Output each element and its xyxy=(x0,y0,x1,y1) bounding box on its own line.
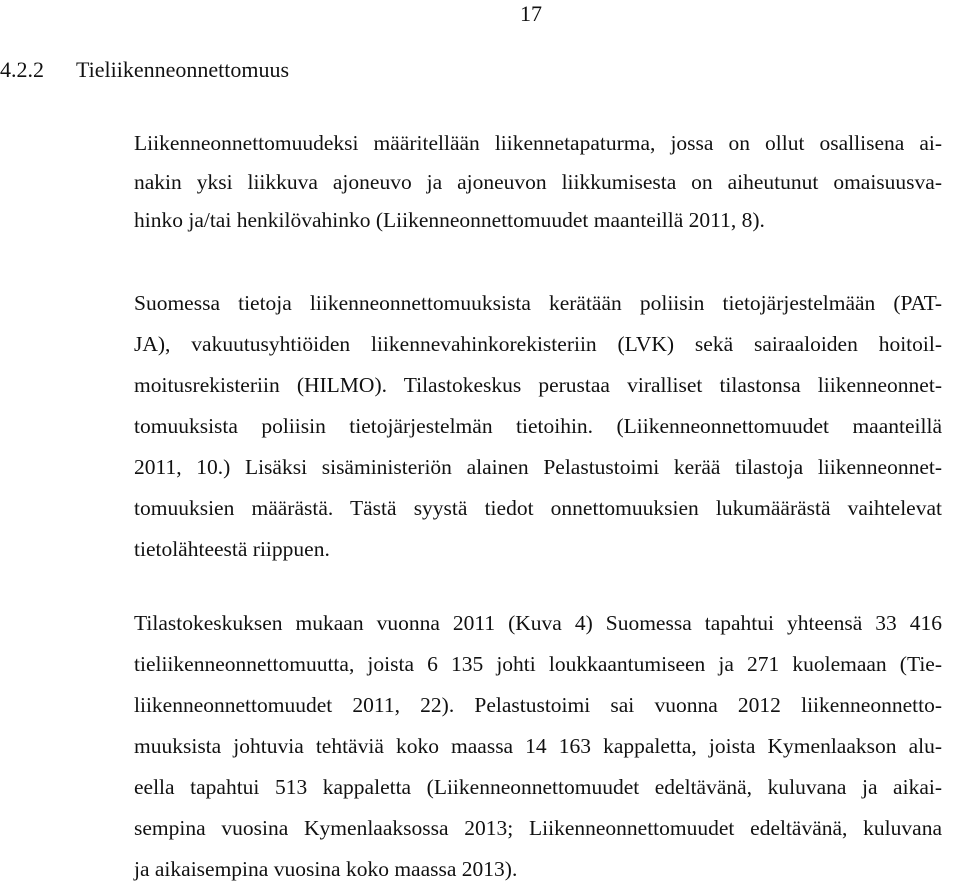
paragraph-definition xyxy=(134,124,942,240)
paragraph-line: tomuuksien määrästä. Tästä syystä tiedot onnettomuuksien lukumäärästä vaihtelevat xyxy=(134,496,942,520)
paragraph-line: tomuuksista poliisin tietojärjestelmän tietoihin. (Liikenneonnettomuudet maanteillä xyxy=(134,414,942,438)
paragraph-line: muuksista johtuvia tehtäviä koko maassa 14 163 kappaletta, joista Kymenlaakson alu- xyxy=(134,734,942,758)
paragraph-line: sempina vuosina Kymenlaaksossa 2013; Liikenneonnettomuudet edeltävänä, kuluvana xyxy=(134,816,942,840)
paragraph-line: liikenneonnettomuudet 2011, 22). Pelastustoimi sai vuonna 2012 liikenneonnetto- xyxy=(134,693,942,717)
page-number: 17 xyxy=(520,1,542,26)
section-number: 4.2.2 xyxy=(0,57,44,82)
paragraph-line: moitusrekisteriin (HILMO). Tilastokeskus perustaa viralliset tilastonsa liikenneonnet- xyxy=(134,373,942,397)
paragraph-line: tietolähteestä riippuen. xyxy=(134,537,330,561)
paragraph-line: JA), vakuutusyhtiöiden liikennevahinkorekisteriin (LVK) sekä sairaaloiden hoitoil- xyxy=(134,332,942,356)
paragraph-line: Suomessa tietoja liikenneonnettomuuksista kerätään poliisin tietojärjestelmään (PAT- xyxy=(134,291,942,315)
paragraph-line: eella tapahtui 513 kappaletta (Liikenneonnettomuudet edeltävänä, kuluvana ja aikai- xyxy=(134,775,942,799)
paragraph-statistics xyxy=(134,603,942,890)
section-title: Tieliikenneonnettomuus xyxy=(76,57,290,82)
paragraph-line: Tilastokeskuksen mukaan vuonna 2011 (Kuva 4) Suomessa tapahtui yhteensä 33 416 xyxy=(134,611,942,635)
paragraph-line: ja aikaisempina vuosina koko maassa 2013). xyxy=(134,857,518,881)
paragraph-line: 2011, 10.) Lisäksi sisäministeriön alainen Pelastustoimi kerää tilastoja liikenneonnet- xyxy=(134,455,942,479)
paragraph-data-sources xyxy=(134,283,942,570)
paragraph-line: Liikenneonnettomuudeksi määritellään liikennetapaturma, jossa on ollut osallisena ai- xyxy=(134,131,942,155)
paragraph-line: nakin yksi liikkuva ajoneuvo ja ajoneuvon liikkumisesta on aiheutunut omaisuusva- xyxy=(134,169,942,194)
paragraph-line: tieliikenneonnettomuutta, joista 6 135 johti loukkaantumiseen ja 271 kuolemaan (Tie- xyxy=(134,652,942,676)
section-heading xyxy=(0,58,289,82)
paragraph-line: hinko ja/tai henkilövahinko (Liikenneonnettomuudet maanteillä 2011, 8). xyxy=(134,208,765,232)
